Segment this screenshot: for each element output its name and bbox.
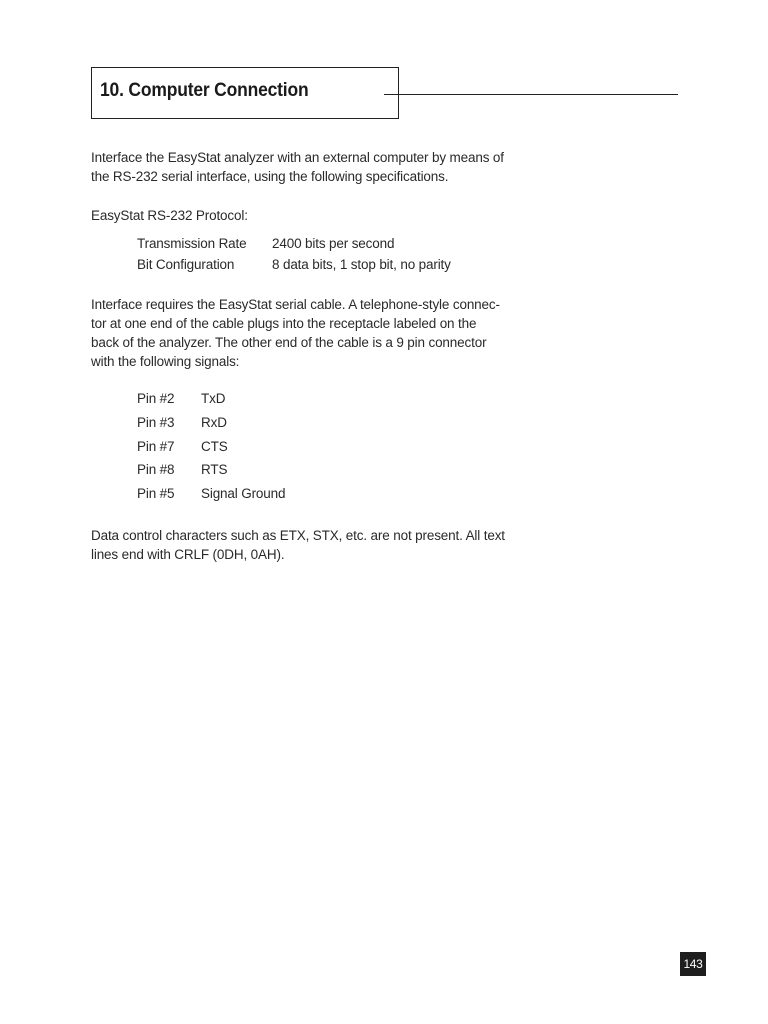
pin-signal: Signal Ground bbox=[201, 486, 286, 501]
cable-line: with the following signals: bbox=[91, 354, 240, 369]
spec-value: 8 data bits, 1 stop bit, no parity bbox=[272, 257, 451, 272]
pin-number: Pin #7 bbox=[137, 439, 175, 454]
spec-label: Transmission Rate bbox=[137, 236, 247, 251]
pin-signal: CTS bbox=[201, 439, 228, 454]
cable-line: back of the analyzer. The other end of the cable is a 9 pin connector bbox=[91, 335, 487, 350]
cable-line: tor at one end of the cable plugs into the receptacle labeled on the bbox=[91, 316, 477, 331]
pin-number: Pin #8 bbox=[137, 462, 175, 477]
intro-paragraph bbox=[91, 148, 511, 186]
protocol-heading-text: EasyStat RS-232 Protocol: bbox=[91, 208, 248, 223]
section-title-box bbox=[91, 67, 399, 119]
pin-signal: RTS bbox=[201, 462, 228, 477]
control-paragraph bbox=[91, 526, 511, 564]
page-number-badge: 143 bbox=[680, 952, 706, 976]
intro-line: the RS-232 serial interface, using the following specifications. bbox=[91, 169, 449, 184]
cable-line: Interface requires the EasyStat serial cable. A telephone-style connec- bbox=[91, 297, 500, 312]
pin-number: Pin #5 bbox=[137, 486, 175, 501]
spec-value: 2400 bits per second bbox=[272, 236, 395, 251]
spec-label: Bit Configuration bbox=[137, 257, 235, 272]
pin-signal: TxD bbox=[201, 391, 226, 406]
protocol-heading bbox=[91, 206, 511, 225]
cable-paragraph bbox=[91, 295, 511, 371]
control-line: lines end with CRLF (0DH, 0AH). bbox=[91, 547, 285, 562]
section-title: 10. Computer Connection bbox=[100, 80, 309, 101]
pin-signal: RxD bbox=[201, 415, 227, 430]
control-line: Data control characters such as ETX, STX, etc. are not present. All text bbox=[91, 528, 505, 543]
pin-number: Pin #3 bbox=[137, 415, 175, 430]
title-rule-divider bbox=[384, 94, 678, 95]
intro-line: Interface the EasyStat analyzer with an external computer by means of bbox=[91, 150, 504, 165]
pin-number: Pin #2 bbox=[137, 391, 175, 406]
